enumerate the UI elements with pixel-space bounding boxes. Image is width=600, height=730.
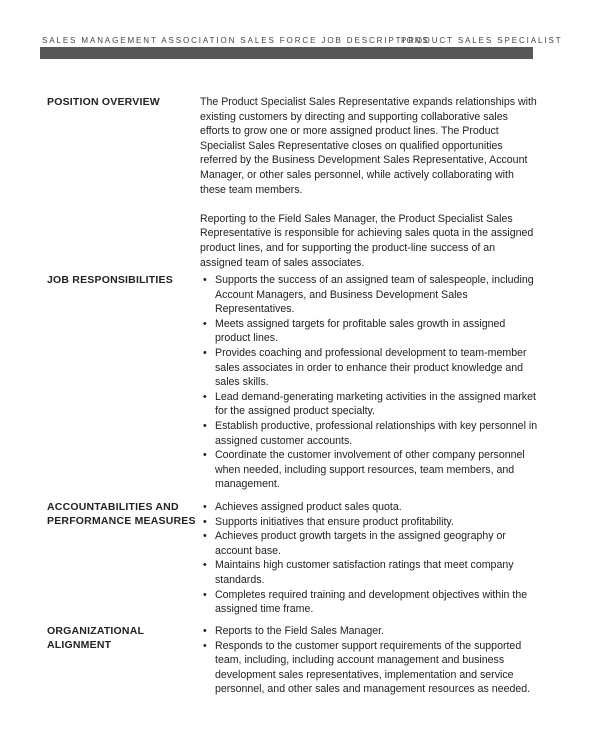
list-item: • Supports initiatives that ensure product profitability. [200,515,540,530]
paragraph: The Product Specialist Sales Representative expands relationships with existing customers by directing and supporting collaborative sales efforts to grow one or more assigned product lines. The Product Specialist Sales Representative closes on qualified opportunities referred by the Business Development Sales Representative, Account Manager, or other sales personnel, while actively collaborating with these team members. [200,96,537,196]
header-title: SALES MANAGEMENT ASSOCIATION SALES FORCE JOB DESCRIPTIONS [42,36,430,45]
bullet-list [200,500,540,617]
list-item: • Lead demand-generating marketing activities in the assigned market for the assigned product specialty. [200,390,540,419]
list-item: • Achieves product growth targets in the assigned geography or account base. [200,529,540,558]
list-item: • Maintains high customer satisfaction ratings that meet company standards. [200,558,540,587]
list-item: • Responds to the customer support requirements of the supported team, including, including account management and business development sales representatives, implementation and service personnel, and other sales and management resources as needed. [200,639,540,697]
list-item: • Completes required training and development objectives within the assigned time frame. [200,588,540,617]
bullet-list [200,624,540,697]
section-label: POSITION OVERVIEW [47,96,160,108]
header-bar [40,47,533,59]
list-item: • Coordinate the customer involvement of other company personnel when needed, including support resources, team members, and management. [200,448,540,492]
paragraph: Reporting to the Field Sales Manager, the Product Specialist Sales Representative is responsible for achieving sales quota in the assigned product lines, and for supporting the product-line success of an assigned team of sales associates. [200,212,534,269]
section-label: ACCOUNTABILITIES AND PERFORMANCE MEASURES [47,501,196,527]
list-item: • Provides coaching and professional development to team-member sales associates in order to enhance their product knowledge and sales skills. [200,346,540,390]
list-item: • Supports the success of an assigned team of salespeople, including Account Managers, and Business Development Sales Representatives. [200,273,540,317]
section-label: JOB RESPONSIBILITIES [47,274,173,286]
list-item: • Reports to the Field Sales Manager. [200,624,540,639]
list-item: • Achieves assigned product sales quota. [200,500,540,515]
section-label: ORGANIZATIONAL ALIGNMENT [47,625,144,651]
header-position: PRODUCT SALES SPECIALIST [401,36,563,45]
bullet-list [200,273,540,492]
list-item: • Meets assigned targets for profitable sales growth in assigned product lines. [200,317,540,346]
list-item: • Establish productive, professional relationships with key personnel in assigned customer accounts. [200,419,540,448]
